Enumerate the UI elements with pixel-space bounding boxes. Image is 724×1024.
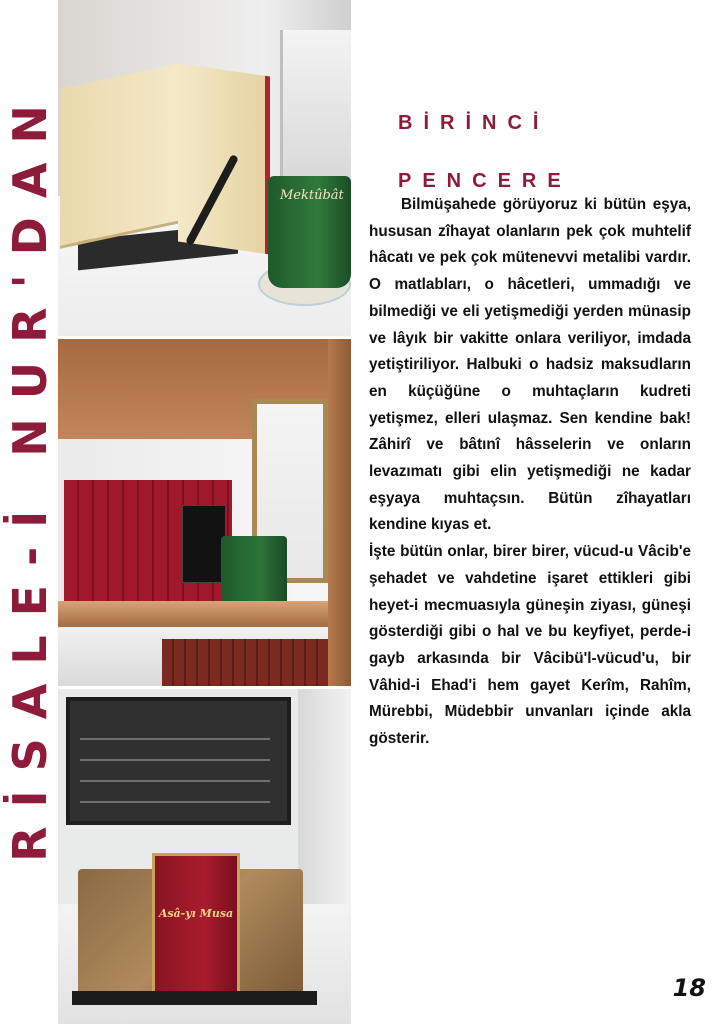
photo-column <box>58 0 351 1024</box>
book-cover-image <box>152 853 240 997</box>
photo-open-book-and-mug <box>58 0 351 336</box>
heading-line-1: BİRİNCİ <box>398 112 550 134</box>
vertical-title <box>3 86 58 862</box>
page-number: 18 <box>672 974 706 1002</box>
paragraph-1: Bilmüşahede görüyoruz ki bütün eşya, hususan zîhayat olanların pek çok muhtelif hâcatı ve pek çok mütenevvi metalibi vardır. O matlabları, o hâcetleri, ummadığı ve bilmediği ve eli yetişmediği yerden münasip ve lâyık bir vakitte onlara veriliyor, imdada yetiştiriliyor. Halbuki o hadsiz maksudların en küçüğüne o muhtaçların kudreti yetişmez, elleri ulaşmaz. Sen kendine bak! Zâhirî ve bâtınî hâsselerin ve onların levazımatı gibi elin yetişmediği ne kadar eşyaya muhtaçsın. Bütün zîhayatları kendine kıyas et. <box>369 196 691 534</box>
photo-book-on-stand <box>58 689 351 1024</box>
paragraph-2: İşte bütün onlar, birer birer, vücud-u Vâcib'e şehadet ve vahdetine işaret ettikleri gibi heyet-i mecmuasıyla güneşin ziyası, güneşi gösterdiği gibi o hal ve bu keyfiyet, perde-i gayb arkasında bir Vâcibü'l-vücud'u, bir Vâhid-i Ehad'i hem gayet Kerîm, Rahîm, Mürebbi, Müdebbir unvanları içinde akla gösterir. <box>369 543 691 748</box>
mug-label: Mektûbât <box>280 188 344 203</box>
book-cover-title: Asâ-yı Musa <box>158 907 234 920</box>
photo-bookshelf <box>58 339 351 686</box>
side-title-text: RİSALE-İ NUR'DAN <box>3 86 58 862</box>
heading-line-2: PENCERE <box>398 170 572 192</box>
body-text <box>369 192 691 753</box>
